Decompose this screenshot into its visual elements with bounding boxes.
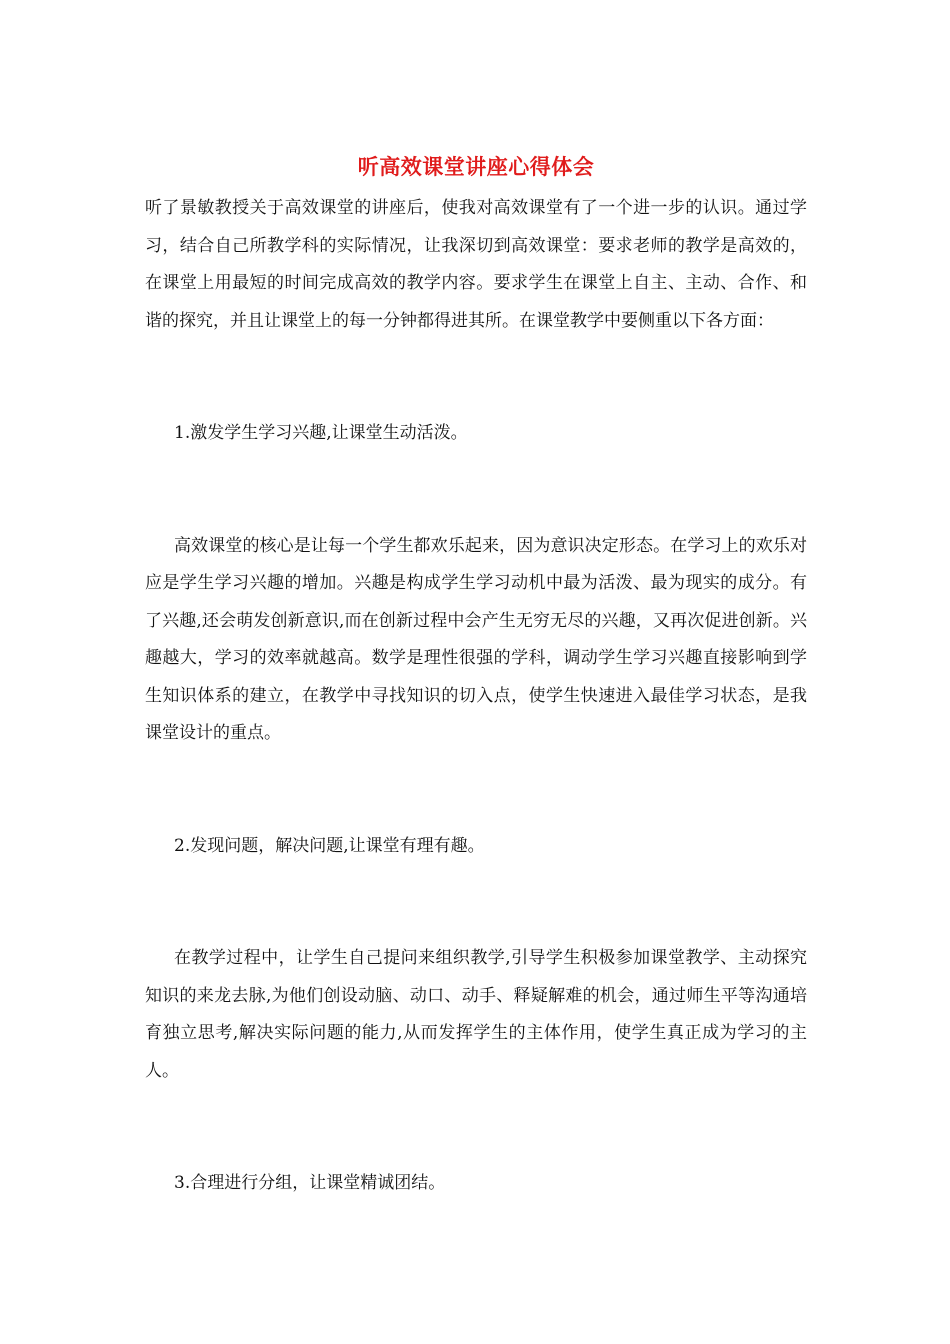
paragraph-spacer: [145, 865, 807, 940]
paragraph-spacer: [145, 1090, 807, 1165]
section-heading-2: 2.发现问题，解决问题,让课堂有理有趣。: [174, 835, 485, 856]
section-body-1: 高效课堂的核心是让每一个学生都欢乐起来，因为意识决定形态。在学习上的欢乐对应是学生学习兴趣的增加。兴趣是构成学生学习动机中最为活泼、最为现实的成分。有了兴趣,还会萌发创新意识,而在创新过程中会产生无穷无尽的兴趣，又再次促进创新。兴趣越大，学习的效率就越高。数学是理性很强的学科，调动学生学习兴趣直接影响到学生知识体系的建立，在教学中寻找知识的切入点，使学生快速进入最佳学习状态，是我课堂设计的重点。: [145, 535, 807, 743]
intro-paragraph: 听了景敏教授关于高效课堂的讲座后，使我对高效课堂有了一个进一步的认识。通过学习，结合自己所教学科的实际情况，让我深切到高效课堂：要求老师的教学是高效的，在课堂上用最短的时间完成高效的教学内容。要求学生在课堂上自主、主动、合作、和谐的探究，并且让课堂上的每一分钟都得进其所。在课堂教学中要侧重以下各方面：: [145, 198, 807, 331]
section-heading-1: 1.激发学生学习兴趣,让课堂生动活泼。: [174, 423, 468, 443]
section-heading-3: 3.合理进行分组，让课堂精诚团结。: [174, 1173, 446, 1193]
document-title: 听高效课堂讲座心得体会: [357, 154, 595, 179]
section-body-2: 在教学过程中，让学生自己提问来组织教学,引导学生积极参加课堂教学、主动探究知识的来龙去脉,为他们创设动脑、动口、动手、释疑解难的机会，通过师生平等沟通培育独立思考,解决实际问题的能力,从而发挥学生的主体作用，使学生真正成为学习的主人。: [145, 948, 807, 1081]
paragraph-spacer: [145, 753, 807, 828]
paragraph-spacer: [145, 453, 807, 528]
paragraph-spacer: [145, 340, 807, 415]
document-page: [145, 150, 807, 1203]
